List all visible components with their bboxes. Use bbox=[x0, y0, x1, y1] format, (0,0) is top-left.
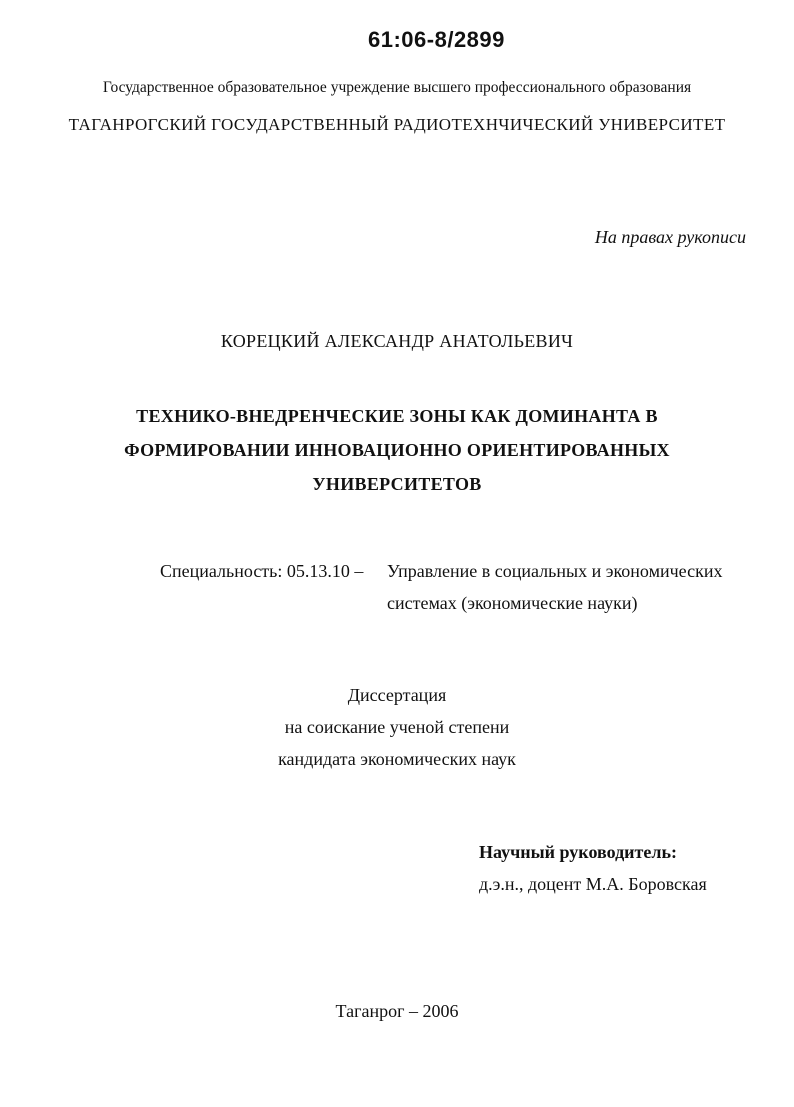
institution-line: Государственное образовательное учреждение высшего профессионального образования bbox=[102, 79, 692, 96]
manuscript-rights-note: На правах рукописи bbox=[594, 227, 746, 247]
specialty-description-line: Управление в социальных и экономических bbox=[387, 561, 723, 581]
supervisor-name: д.э.н., доцент М.А. Боровская bbox=[479, 874, 707, 894]
city-year: Таганрог – 2006 bbox=[335, 1001, 459, 1021]
university-name: ТАГАНРОГСКИЙ ГОСУДАРСТВЕННЫЙ РАДИОТЕХНЧИЧЕСКИЙ УНИВЕРСИТЕТ bbox=[68, 115, 726, 134]
specialty-description-line: системах (экономические науки) bbox=[387, 593, 638, 613]
supervisor-label: Научный руководитель: bbox=[479, 842, 677, 862]
dissertation-line: на соискание ученой степени bbox=[284, 717, 510, 737]
dissertation-line: Диссертация bbox=[347, 685, 447, 705]
author-name: КОРЕЦКИЙ АЛЕКСАНДР АНАТОЛЬЕВИЧ bbox=[220, 331, 574, 351]
title-line: ФОРМИРОВАНИИ ИННОВАЦИОННО ОРИЕНТИРОВАННЫХ bbox=[124, 440, 670, 460]
title-line: УНИВЕРСИТЕТОВ bbox=[312, 474, 482, 494]
registry-code: 61:06-8/2899 bbox=[368, 27, 505, 52]
specialty-label: Специальность: 05.13.10 – bbox=[160, 561, 364, 581]
dissertation-line: кандидата экономических наук bbox=[278, 749, 516, 769]
title-line: ТЕХНИКО-ВНЕДРЕНЧЕСКИЕ ЗОНЫ КАК ДОМИНАНТА В bbox=[136, 406, 658, 426]
